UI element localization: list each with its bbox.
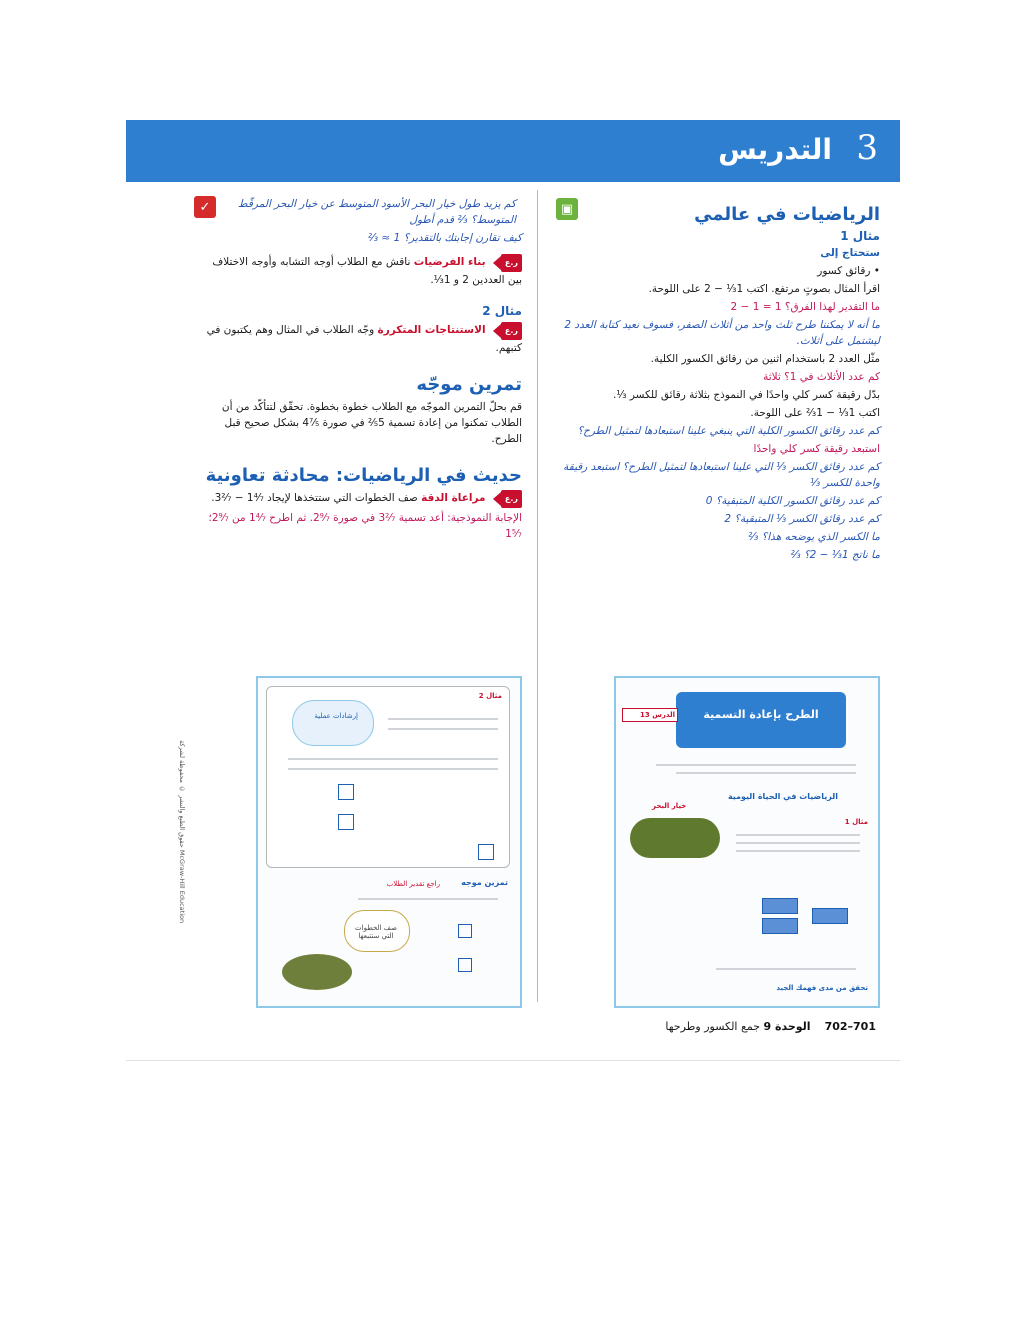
practice-text: وجّه الطلاب في المثال وهم يكتبون في كتبهم. bbox=[206, 324, 522, 354]
section-banner bbox=[126, 120, 900, 182]
practice-item bbox=[202, 254, 522, 288]
speech-bubble-text: صف الخطوات التي ستتبعها bbox=[355, 924, 397, 940]
unit-title: جمع الكسور وطرحها bbox=[665, 1020, 760, 1033]
column-divider bbox=[537, 190, 538, 1002]
answer-line: استبعد رقيقة كسر كلي واحدًا bbox=[753, 443, 880, 455]
turtle-image bbox=[282, 954, 352, 990]
document-page bbox=[126, 120, 900, 1060]
student-page-thumbnail bbox=[614, 676, 880, 1008]
materials-bullet: • رقائق كسور bbox=[817, 265, 880, 277]
question-line: كم عدد رقائق الكسر ⅓ التي علينا استبعادها لتمثيل الطرح؟ استبعد رقيقة واحدة للكسر ⅓ bbox=[563, 461, 880, 489]
guided-practice-title: تمرين موجّه bbox=[416, 374, 522, 395]
text-placeholder bbox=[358, 898, 498, 900]
sea-cucumber-label: خيار البحر bbox=[652, 802, 687, 810]
question-line: كم عدد الأثلاث في 1؟ ثلاثة bbox=[763, 371, 880, 383]
instruction-line: اقرأ المثال بصوتٍ مرتفع. اكتب 1⅓ − 2 على اللوحة. bbox=[648, 283, 880, 295]
tip-cloud-text: إرشادات عملية bbox=[314, 712, 358, 720]
practice-tag-label: الاستنتاجات المتكررة bbox=[377, 324, 486, 336]
example-2-label: مثال 2 bbox=[482, 304, 522, 318]
sample-answer: الإجابة النموذجية: أعد تسمية 3²⁄₇ في صورة 2⁹⁄₇. ثم اطرح 1⁴⁄₇ من 2⁹⁄₇؛ 1⁵⁄₇ bbox=[208, 512, 522, 540]
text-placeholder bbox=[736, 850, 860, 852]
page-footer bbox=[665, 1020, 876, 1033]
page-numbers: 701–702 bbox=[824, 1020, 876, 1033]
tip-cloud bbox=[292, 700, 374, 746]
question-line: ما الكسر الذي يوضحه هذا؟ ⅔ bbox=[748, 531, 880, 543]
question-line: كم يزيد طول خيار البحر الأسود المتوسط عن خيار البحر المرقّط المتوسط؟ ⅔ قدم أطول bbox=[237, 198, 516, 226]
sea-cucumber-image bbox=[630, 818, 720, 858]
guided-practice-subtitle: راجع تقدير الطلاب bbox=[386, 880, 440, 888]
copyright-note: حقوق الطبع والنشر © محفوظة لشركة McGraw-Hill Education bbox=[178, 740, 186, 924]
text-placeholder bbox=[676, 772, 856, 774]
page-bottom-rule bbox=[126, 1060, 900, 1061]
question-line: ما التقدير لهذا الفرق؟ 1 = 1 − 2 bbox=[730, 301, 880, 313]
text-placeholder bbox=[736, 842, 860, 844]
question-line: ما أنه لا يمكننا طرح ثلث واحد من أثلاث الصفر، فسوف نعيد كتابة العدد 2 ليشتمل على أثلاث. bbox=[564, 319, 880, 347]
practice-tag: ر.ع bbox=[493, 490, 522, 508]
question-line: ما ناتج 1⅓ − 2؟ ⅔ bbox=[790, 549, 880, 561]
you-will-need-label: ستحتاج إلى bbox=[820, 247, 880, 259]
text-placeholder bbox=[388, 718, 498, 720]
banner-title: التدريس bbox=[718, 133, 832, 166]
unit-label: الوحدة 9 bbox=[763, 1020, 811, 1033]
instruction-line: بدّل رقيقة كسر كلي واحدًا في النموذج بثلاثة رقائق للكسر ⅓. bbox=[613, 389, 880, 401]
practice-tag-label: مراعاة الدقة bbox=[421, 492, 486, 504]
answer-box bbox=[338, 784, 354, 800]
text-placeholder bbox=[288, 768, 498, 770]
text-placeholder bbox=[656, 764, 856, 766]
left-column bbox=[202, 196, 522, 544]
instruction-line: اكتب 1⅓ − 1⅔ على اللوحة. bbox=[750, 407, 880, 419]
student-page-thumbnail bbox=[256, 676, 522, 1008]
practice-tag-label: بناء الفرضيات bbox=[413, 256, 486, 268]
answer-box bbox=[458, 924, 472, 938]
answer-box bbox=[338, 814, 354, 830]
lesson-badge: الدرس 13 bbox=[622, 708, 678, 722]
example-label: مثال 2 bbox=[478, 692, 502, 700]
question-line: كم عدد رقائق الكسر ⅓ المتبقية؟ 2 bbox=[724, 513, 880, 525]
text-placeholder bbox=[736, 834, 860, 836]
checkmark-icon: ✓ bbox=[194, 196, 216, 218]
lesson-title: الطرح بإعادة التسمية bbox=[703, 708, 819, 721]
guided-practice-label: تمرين موجه bbox=[461, 878, 508, 887]
practice-text: صف الخطوات التي ستتخذها لإيجاد 1⁴⁄₇ − 3²⁄₇. bbox=[211, 492, 418, 504]
instruction-line: مثّل العدد 2 باستخدام اثنين من رقائق الكسور الكلية. bbox=[650, 353, 880, 365]
practice-tag: ر.ع bbox=[493, 322, 522, 340]
practice-text: ناقش مع الطلاب أوجه التشابه وأوجه الاختلاف بين العددين 2 و 1⅓. bbox=[212, 256, 522, 286]
math-talk-title: حديث في الرياضيات: محادثة تعاونية bbox=[205, 465, 522, 486]
fraction-model bbox=[812, 908, 848, 924]
guided-practice-text: قم بحلّ التمرين الموجّه مع الطلاب خطوة بخطوة. تحقّق لتتأكّد من أن الطلاب تمكنوا من إعادة تسمية 5⅖ في صورة 4⁷⁄₅ بشكل صحيح قبل الطرح. bbox=[221, 401, 522, 445]
banner-number: 3 bbox=[856, 128, 878, 168]
practice-item bbox=[202, 490, 522, 508]
question-line: كيف تقارن إجابتك بالتقدير؟ 1 ≈ ⅔ bbox=[367, 232, 522, 244]
text-placeholder bbox=[288, 758, 498, 760]
example-1-label: مثال 1 bbox=[840, 229, 880, 243]
math-in-my-world-icon: ▣ bbox=[556, 198, 578, 220]
text-placeholder bbox=[716, 968, 856, 970]
right-column bbox=[550, 190, 880, 565]
text-placeholder bbox=[388, 728, 498, 730]
question-line: كم عدد رقائق الكسور الكلية المتبقية؟ 0 bbox=[705, 495, 880, 507]
fraction-model bbox=[762, 898, 798, 914]
example-label: مثال 1 bbox=[844, 818, 868, 826]
math-in-my-world-title: الرياضيات في عالمي bbox=[694, 204, 880, 225]
practice-item bbox=[202, 322, 522, 356]
sub-heading: الرياضيات في الحياة اليومية bbox=[727, 792, 838, 801]
check-understanding-label: تحقق من مدى فهمك الجيد bbox=[776, 984, 868, 992]
fraction-model bbox=[762, 918, 798, 934]
practice-tag: ر.ع bbox=[493, 254, 522, 272]
question-line: كم عدد رقائق الكسور الكلية التي ينبغي علينا استبعادها لتمثيل الطرح؟ bbox=[577, 425, 880, 437]
answer-box bbox=[458, 958, 472, 972]
answer-box bbox=[478, 844, 494, 860]
